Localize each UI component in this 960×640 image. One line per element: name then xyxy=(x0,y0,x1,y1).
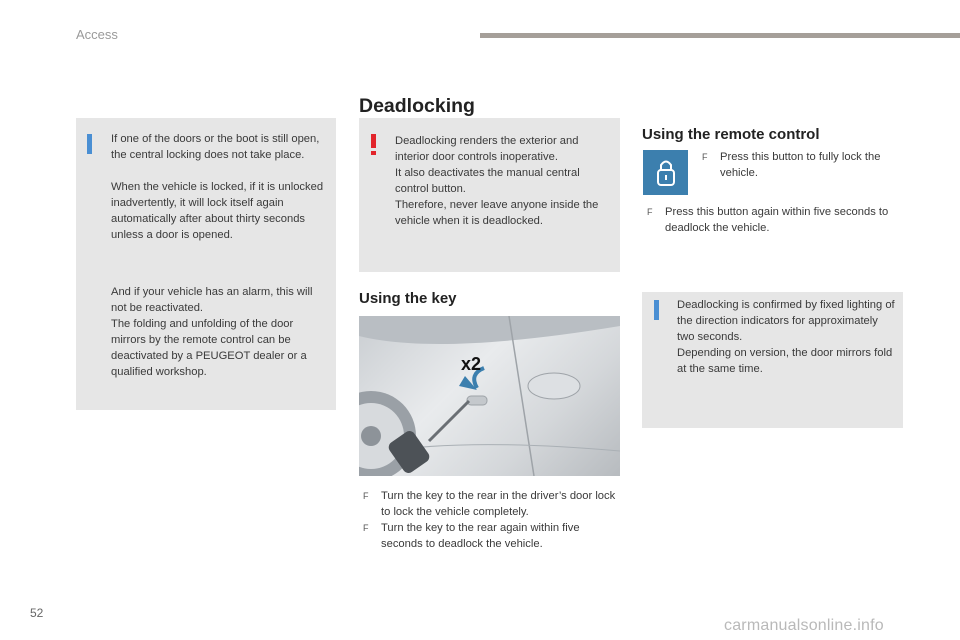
header-bar xyxy=(480,33,960,38)
bullet-mark: F xyxy=(647,207,653,217)
warning-box xyxy=(359,118,620,272)
key-bullet-1-text: Turn the key to the rear in the driver’s door lock to lock the vehicle completely. xyxy=(381,490,616,518)
bullet-mark: F xyxy=(363,491,369,501)
key-bullet-2 xyxy=(363,520,621,552)
info-icon xyxy=(654,300,659,320)
car-door-illustration xyxy=(359,316,620,476)
remote-bullet-2 xyxy=(647,204,905,236)
page-number: 52 xyxy=(30,606,44,620)
warning-paragraph-1: Deadlocking renders the exterior and interior door controls inoperative. xyxy=(395,135,579,163)
key-bullet-1 xyxy=(363,488,621,520)
key-in-door-image xyxy=(359,316,620,476)
info-box-doors xyxy=(76,118,336,410)
key-bullet-2-text: Turn the key to the rear again within five seconds to deadlock the vehicle. xyxy=(381,522,580,550)
info2-paragraph-2: Depending on version, the door mirrors fold at the same time. xyxy=(677,347,893,375)
info-paragraph-3: And if your vehicle has an alarm, this will not be reactivated. xyxy=(111,286,313,314)
remote-bullet-1-text: Press this button to fully lock the vehicle. xyxy=(720,151,881,179)
info-paragraph-2: When the vehicle is locked, if it is unlocked inadvertently, it will lock itself again automatically after about thirty seconds unless a door is opened. xyxy=(111,181,324,241)
remote-bullet-1 xyxy=(702,149,905,181)
warning-paragraph-2: It also deactivates the manual central control button. xyxy=(395,167,580,195)
watermark: carmanualsonline.info xyxy=(724,617,884,634)
padlock-icon xyxy=(643,150,688,195)
remote-lock-button-image xyxy=(643,150,688,195)
section-label: Access xyxy=(76,27,118,42)
warning-paragraph-3: Therefore, never leave anyone inside the vehicle when it is deadlocked. xyxy=(395,199,599,227)
info2-paragraph-1: Deadlocking is confirmed by fixed lighting of the direction indicators for approximately two seconds. xyxy=(677,299,895,343)
page-title: Deadlocking xyxy=(359,95,475,117)
info-paragraph-4: The folding and unfolding of the door mirrors by the remote control can be deactivated by a PEUGEOT dealer or a qualified workshop. xyxy=(111,318,307,378)
info-icon xyxy=(87,134,92,154)
info-paragraph-1: If one of the doors or the boot is still open, the central locking does not take place. xyxy=(111,133,320,161)
info-box-confirmation xyxy=(642,292,903,428)
bullet-mark: F xyxy=(363,523,369,533)
using-remote-heading: Using the remote control xyxy=(642,126,820,143)
using-key-heading: Using the key xyxy=(359,290,457,307)
bullet-mark: F xyxy=(702,152,708,162)
remote-bullet-2-text: Press this button again within five seconds to deadlock the vehicle. xyxy=(665,206,889,234)
key-turn-count-label: x2 xyxy=(461,354,482,374)
